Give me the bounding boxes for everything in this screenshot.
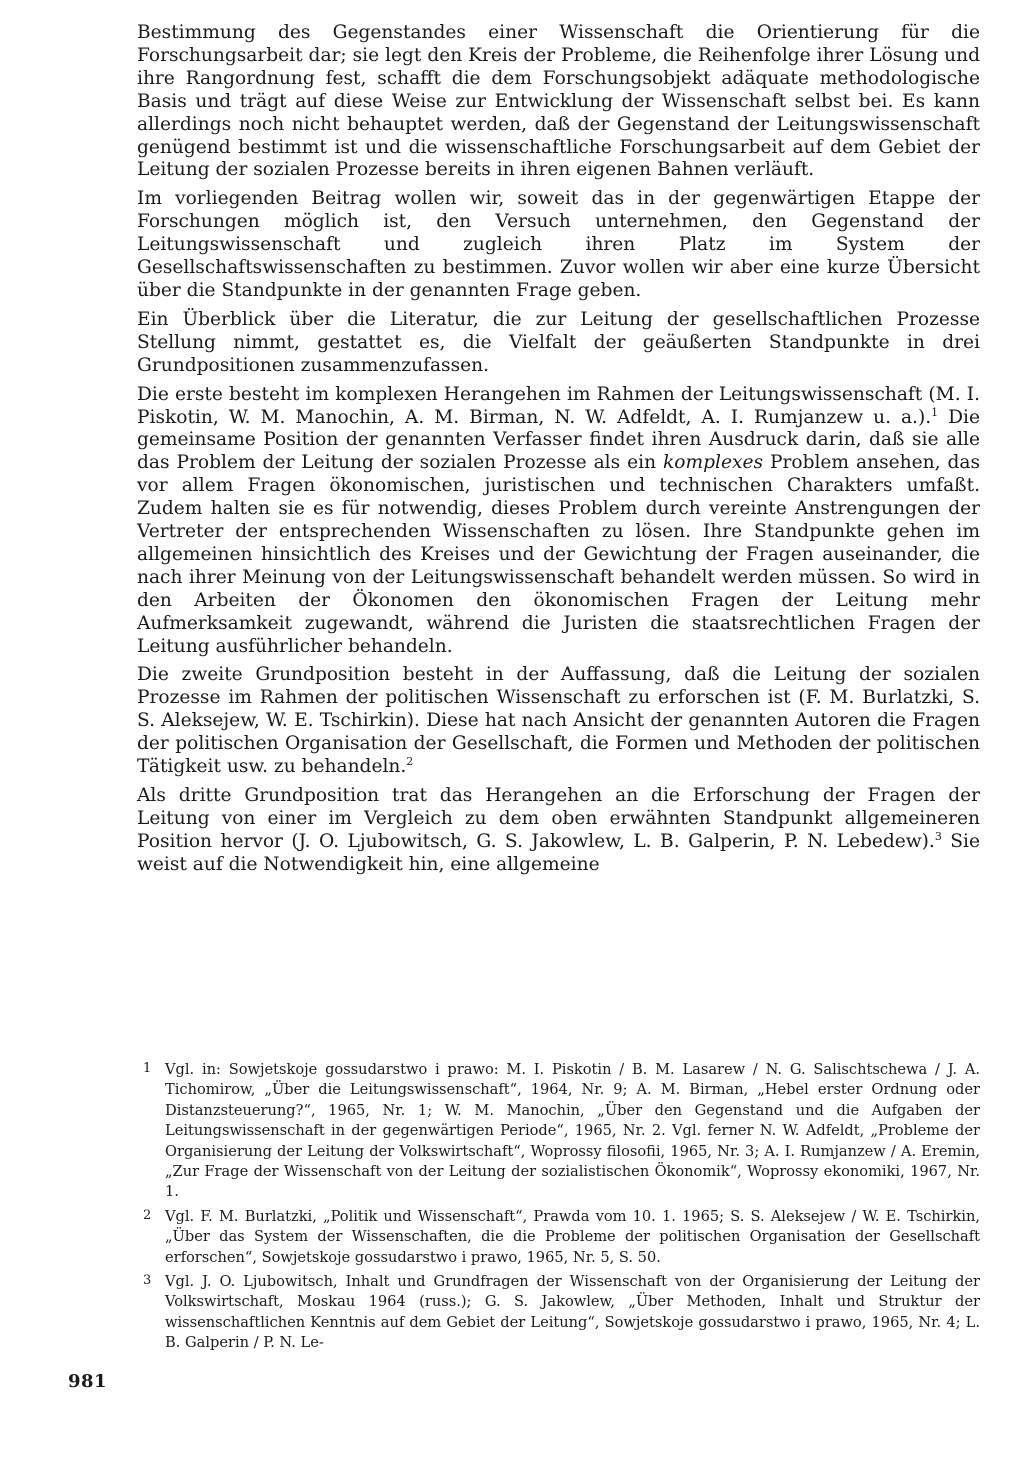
footnotes <box>137 1060 980 1358</box>
footnote <box>137 1207 980 1268</box>
emphasis-text: komplexes <box>663 452 763 474</box>
footnote <box>137 1272 980 1354</box>
footnote-number: 3 <box>143 1273 152 1289</box>
text-run: Problem ansehen, das vor allem Fragen ökonomischen, juristischen und technischen Charakters umfaßt. Zudem halten sie es für notwendig, dieses Problem durch vereinte Anstrengungen der Vertreter der entsprechenden Wissenschaften zu lösen. Ihre Standpunkte gehen im allgemeinen hinsichtlich des Kreises und der Gewichtung der Fragen auseinander, die nach ihrer Meinung von der Leitungswissenschaft behandelt werden müssen. So wird in den Arbeiten der Ökonomen den ökonomischen Fragen der Leitung mehr Aufmerksamkeit zugewandt, während die Juristen die staatsrechtlichen Fragen der Leitung ausführlicher behandeln. <box>137 452 980 657</box>
paragraph <box>137 188 980 303</box>
footnote-reference: 1 <box>931 405 939 419</box>
paragraph <box>137 22 980 182</box>
text-run: Die zweite Grundposition besteht in der Auffassung, daß die Leitung der sozialen Prozesse im Rahmen der politischen Wissenschaft zu erforschen ist (F. M. Burlatzki, S. S. Aleksejew, W. E. Tschirkin). Diese hat nach Ansicht der genannten Autoren die Fragen der politischen Organisation der Gesellschaft, die Formen und Methoden der politischen Tätigkeit usw. zu behandeln. <box>137 664 980 778</box>
footnote-number: 1 <box>143 1061 152 1076</box>
footnote-text: Vgl. in: Sowjetskoje gossudarstwo i prawo: M. I. Piskotin / B. M. Lasarew / N. G. Salischtschewa / J. A. Tichomirow, „Über die Leitungswissenschaft“, 1964, Nr. 9; A. M. Birman, „Hebel erster Ordnung oder Distanzsteuerung?“, 1965, Nr. 1; W. M. Manochin, „Über den Gegenstand und die Aufgaben der Leitungswissenschaft in der gegenwärtigen Periode“, 1965, Nr. 2. Vgl. ferner N. W. Adfeldt, „Probleme der Organisierung der Leitung der Volkswirtschaft“, Woprossy filosofii, 1965, Nr. 3; A. I. Rumjanzew / A. Eremin, „Zur Frage der Wissenschaft von der Leitung der sozialistischen Ökonomik“, Woprossy ekonomiki, 1967, Nr. 1. <box>165 1061 980 1201</box>
footnote-reference: 2 <box>406 754 414 768</box>
footnote <box>137 1060 980 1203</box>
text-run: Bestimmung des Gegenstandes einer Wissenschaft die Orientierung für die Forschungsarbeit dar; sie legt den Kreis der Probleme, die Reihenfolge ihrer Lösung und ihre Rangordnung fest, schafft die dem Forschungsobjekt adäquate methodologische Basis und trägt auf diese Weise zur Entwicklung der Wissenschaft selbst bei. Es kann allerdings noch nicht behauptet werden, daß der Gegenstand der Leitungswissenschaft genügend bestimmt ist und die wissenschaftliche Forschungsarbeit auf dem Gebiet der Leitung der sozialen Prozesse bereits in ihren eigenen Bahnen verläuft. <box>137 22 980 181</box>
footnote-text: Vgl. J. O. Ljubowitsch, Inhalt und Grundfragen der Wissenschaft von der Organisierung der Leitung der Volkswirtschaft, Moskau 1964 (russ.); G. S. Jakowlew, „Über Methoden, Inhalt und Struktur der wissenschaftlichen Kenntnis auf dem Gebiet der Leitung“, Sowjetskoje gossudarstwo i prawo, 1965, Nr. 4; L. B. Galperin / P. N. Le- <box>165 1273 980 1352</box>
footnote-number: 2 <box>143 1207 152 1223</box>
text-run: Ein Überblick über die Literatur, die zur Leitung der gesellschaftlichen Prozesse Stellung nimmt, gestattet es, die Vielfalt der geäußerten Standpunkte in drei Grundpositionen zusammenzufassen. <box>137 308 980 376</box>
paragraph <box>137 664 980 779</box>
text-run: Sie weist auf die Notwendigkeit hin, eine allgemeine <box>137 830 980 875</box>
text-run: Die gemeinsame Position der genannten Verfasser findet ihren Ausdruck darin, daß sie alle das Problem der Leitung der sozialen Prozesse als ein <box>137 406 980 474</box>
text-run: Im vorliegenden Beitrag wollen wir, soweit das in der gegenwärtigen Etappe der Forschungen möglich ist, den Versuch unternehmen, den Gegenstand der Leitungswissenschaft und zugleich ihren Platz im System der Gesellschaftswissenschaften zu bestimmen. Zuvor wollen wir aber eine kurze Übersicht über die Standpunkte in der genannten Frage geben. <box>137 188 980 301</box>
page-number: 981 <box>68 1371 108 1392</box>
paragraph <box>137 309 980 378</box>
footnote-text: Vgl. F. M. Burlatzki, „Politik und Wissenschaft“, Prawda vom 10. 1. 1965; S. S. Aleksejew / W. E. Tschirkin, „Über das System der Wissenschaften, die die Probleme der politischen Organisation der Gesellschaft erforschen“, Sowjetskoje gossudarstwo i prawo, 1965, Nr. 5, S. 50. <box>165 1207 980 1266</box>
text-run: Die erste besteht im komplexen Herangehen im Rahmen der Leitungswissenschaft (M. I. Piskotin, W. M. Manochin, A. M. Birman, N. W. Adfeldt, A. I. Rumjanzew u. a.). <box>137 383 980 428</box>
paragraph <box>137 785 980 877</box>
footnote-reference: 3 <box>934 829 942 843</box>
text-run: Als dritte Grundposition trat das Herangehen an die Erforschung der Fragen der Leitung von einer im Vergleich zu dem oben erwähnten Standpunkt allgemeineren Position hervor (J. O. Ljubowitsch, G. S. Jakowlew, L. B. Galperin, P. N. Lebedew). <box>137 785 980 852</box>
main-text <box>137 22 980 877</box>
paragraph <box>137 384 980 659</box>
